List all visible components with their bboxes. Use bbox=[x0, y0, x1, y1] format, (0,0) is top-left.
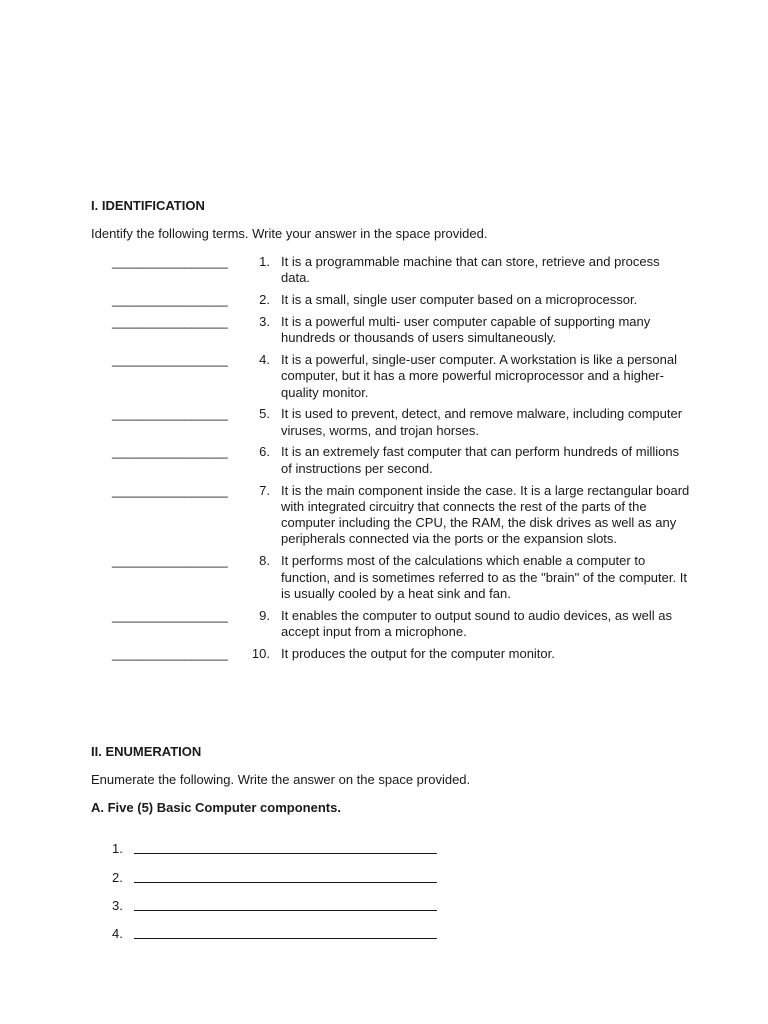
item-number: 10. bbox=[251, 645, 270, 661]
enumeration-subheading: A. Five (5) Basic Computer components. bbox=[91, 800, 341, 815]
section-enumeration-heading: II. ENUMERATION bbox=[91, 744, 202, 759]
identification-item bbox=[112, 608, 692, 641]
item-text: It is a programmable machine that can store, retrieve and process data. bbox=[281, 254, 660, 286]
item-text: It is a small, single user computer based on a microprocessor. bbox=[281, 292, 638, 308]
enumeration-number: 2. bbox=[112, 869, 123, 885]
answer-blank[interactable]: ________________ bbox=[112, 444, 228, 460]
item-text: It is used to prevent, detect, and remove malware, including computer viruses, worms, and trojan horses. bbox=[281, 406, 683, 438]
enumeration-list bbox=[112, 828, 437, 941]
identification-item bbox=[112, 292, 692, 308]
identification-item bbox=[112, 483, 692, 548]
identification-item bbox=[112, 444, 692, 477]
item-number: 7. bbox=[259, 482, 270, 498]
answer-line[interactable] bbox=[134, 839, 437, 854]
enumeration-instruction: Enumerate the following. Write the answer on the space provided. bbox=[91, 772, 471, 787]
item-text: It produces the output for the computer monitor. bbox=[281, 645, 555, 661]
item-number: 1. bbox=[259, 254, 270, 269]
answer-blank[interactable]: ________________ bbox=[112, 406, 228, 422]
answer-line[interactable] bbox=[134, 924, 437, 939]
item-text: It is a powerful multi- user computer capable of supporting many hundreds or thousands of users simultaneously. bbox=[281, 313, 651, 346]
identification-item bbox=[112, 553, 692, 602]
item-number: 8. bbox=[259, 553, 270, 569]
item-text: It is a powerful, single-user computer. A workstation is like a personal computer, but it has a more powerful microprocessor and a higher-quality monitor. bbox=[281, 351, 677, 400]
enumeration-item bbox=[112, 913, 437, 941]
enumeration-number: 3. bbox=[112, 897, 123, 913]
item-number: 2. bbox=[259, 292, 270, 308]
identification-item bbox=[112, 254, 692, 287]
answer-blank[interactable]: ________________ bbox=[112, 645, 228, 661]
item-number: 6. bbox=[259, 444, 270, 460]
section-identification-heading: I. IDENTIFICATION bbox=[91, 198, 205, 213]
item-number: 5. bbox=[259, 406, 270, 422]
item-text: It is the main component inside the case. It is a large rectangular board with integrated circuitry that connects the rest of the parts of the computer including the CPU, the RAM, the disk drives as well as any peripherals connected via the ports or the expansion slots. bbox=[281, 482, 690, 547]
answer-blank[interactable]: ________________ bbox=[112, 482, 228, 498]
item-text: It performs most of the calculations which enable a computer to function, and is sometimes referred to as the "brain" of the computer. It is usually cooled by a heat sink and fan. bbox=[281, 553, 687, 601]
enumeration-item bbox=[112, 856, 437, 884]
answer-line[interactable] bbox=[134, 868, 437, 883]
answer-blank[interactable]: ________________ bbox=[112, 313, 228, 329]
answer-blank[interactable]: ________________ bbox=[112, 292, 228, 308]
item-number: 9. bbox=[259, 607, 270, 623]
answer-blank[interactable]: ________________ bbox=[112, 607, 228, 623]
identification-instruction: Identify the following terms. Write your answer in the space provided. bbox=[91, 226, 488, 241]
answer-blank[interactable]: ________________ bbox=[112, 254, 228, 269]
identification-item bbox=[112, 406, 692, 439]
enumeration-item bbox=[112, 828, 437, 856]
identification-item bbox=[112, 646, 692, 662]
answer-blank[interactable]: ________________ bbox=[112, 553, 228, 569]
enumeration-item bbox=[112, 885, 437, 913]
identification-item bbox=[112, 314, 692, 347]
identification-item bbox=[112, 352, 692, 401]
enumeration-number: 4. bbox=[112, 926, 123, 942]
answer-blank[interactable]: ________________ bbox=[112, 351, 228, 367]
enumeration-number: 1. bbox=[112, 841, 123, 857]
identification-list bbox=[112, 254, 692, 668]
answer-line[interactable] bbox=[134, 896, 437, 911]
item-text: It enables the computer to output sound to audio devices, as well as accept input from a microphone. bbox=[281, 607, 672, 639]
item-number: 3. bbox=[259, 313, 270, 329]
item-text: It is an extremely fast computer that can perform hundreds of millions of instructions per second. bbox=[281, 444, 680, 476]
item-number: 4. bbox=[259, 351, 270, 367]
